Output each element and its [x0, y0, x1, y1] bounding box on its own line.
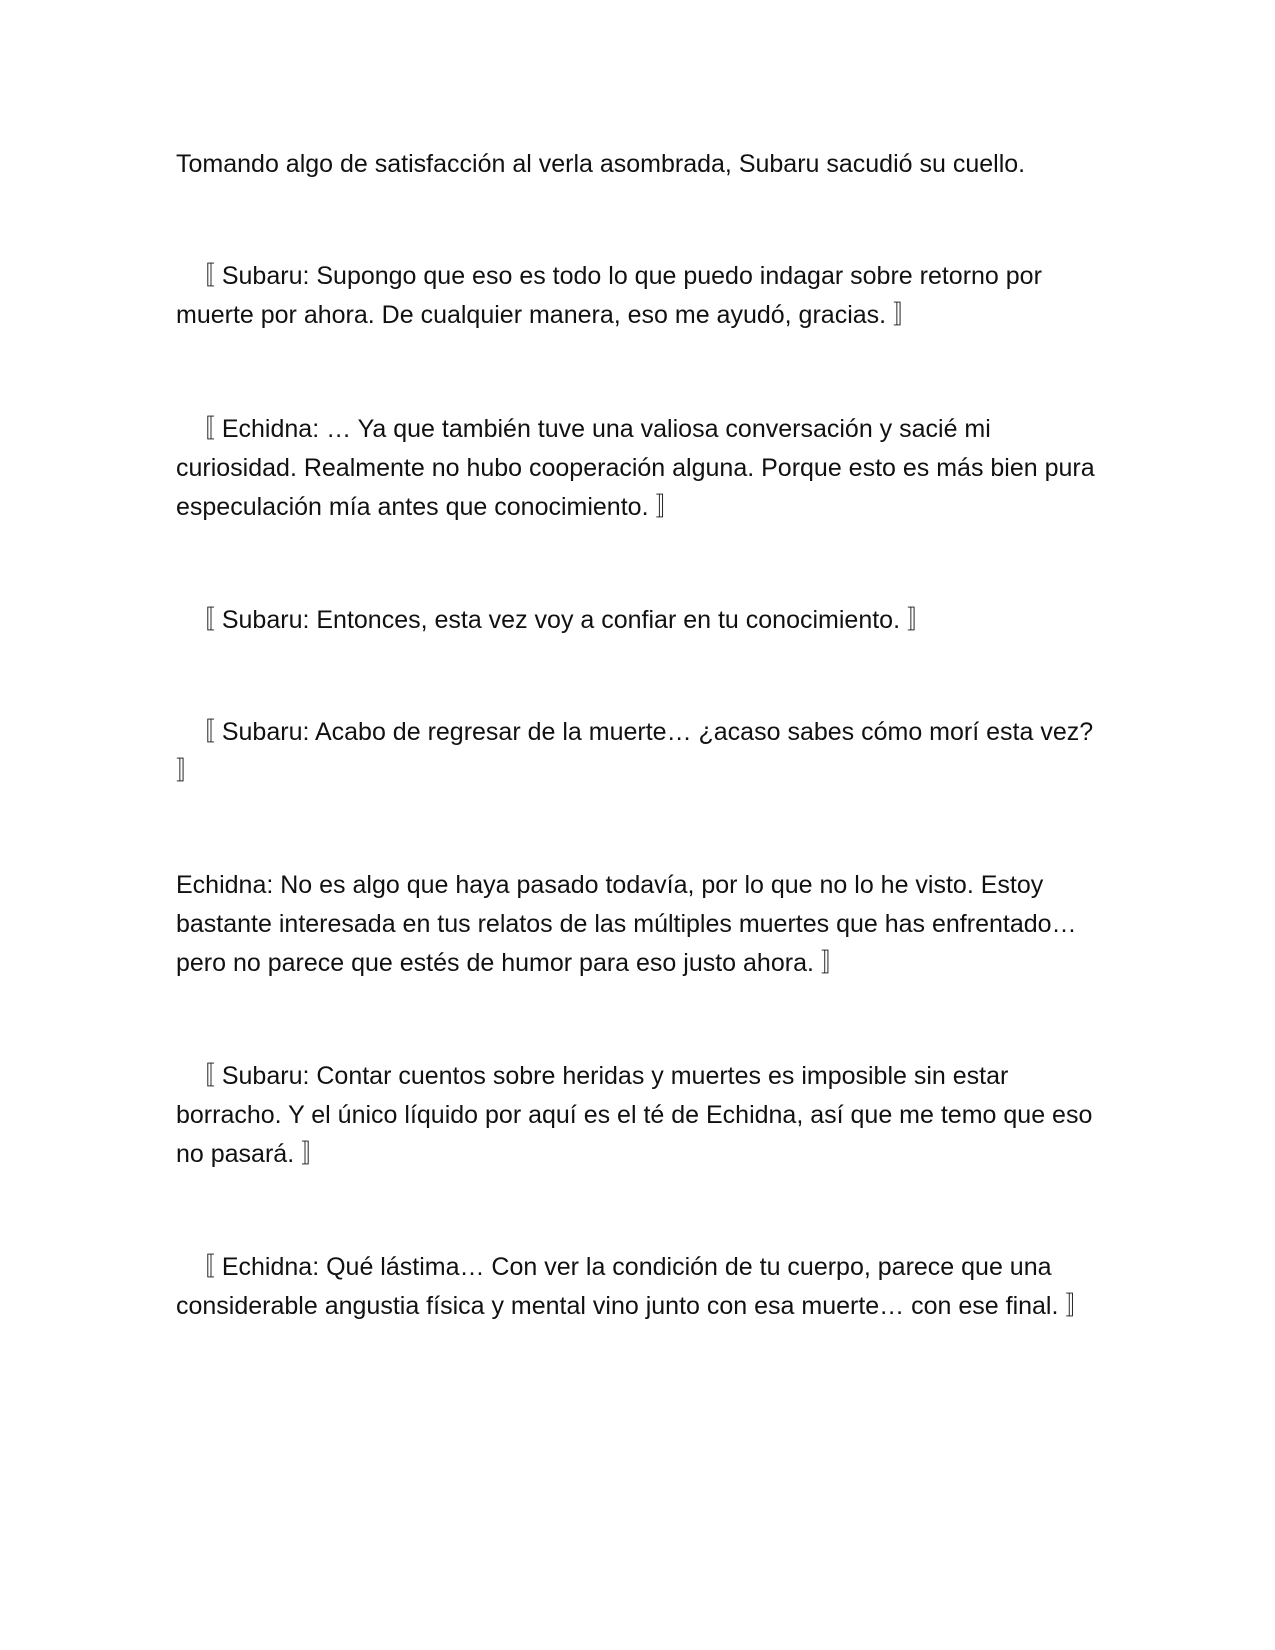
- paragraph-dialogue-subaru-4: 〚 Subaru: Contar cuentos sobre heridas y muertes es imposible sin estar borracho. Y el único líquido por aquí es el té de Echidna, así que me temo que eso no pasará. 〛: [176, 1062, 1100, 1168]
- paragraph-dialogue-subaru-3: 〚 Subaru: Acabo de regresar de la muerte… ¿acaso sabes cómo morí esta vez? 〛: [176, 718, 1101, 785]
- paragraph-narration-1: Tomando algo de satisfacción al verla asombrada, Subaru sacudió su cuello.: [176, 150, 1026, 178]
- paragraph-dialogue-echidna-3: 〚 Echidna: Qué lástima… Con ver la condición de tu cuerpo, parece que una considerable angustia física y mental vino junto con esa muerte… con ese final. 〛: [176, 1253, 1091, 1320]
- paragraph-dialogue-subaru-1: 〚 Subaru: Supongo que eso es todo lo que puedo indagar sobre retorno por muerte por ahora. De cualquier manera, eso me ayudó, gracias. 〛: [176, 262, 1049, 329]
- paragraph-dialogue-echidna-1: 〚 Echidna: … Ya que también tuve una valiosa conversación y sacié mi curiosidad. Realmente no hubo cooperación alguna. Porque esto es más bien pura especulación mía antes que conocimiento. 〛: [176, 415, 1102, 521]
- paragraph-dialogue-echidna-2: Echidna: No es algo que haya pasado todavía, por lo que no lo he visto. Estoy bastante interesada en tus relatos de las múltiples muertes que has enfrentado… pero no parece que estés de humor para eso justo ahora. 〛: [176, 871, 1077, 977]
- paragraph-dialogue-subaru-2: 〚 Subaru: Entonces, esta vez voy a confiar en tu conocimiento. 〛: [176, 606, 932, 634]
